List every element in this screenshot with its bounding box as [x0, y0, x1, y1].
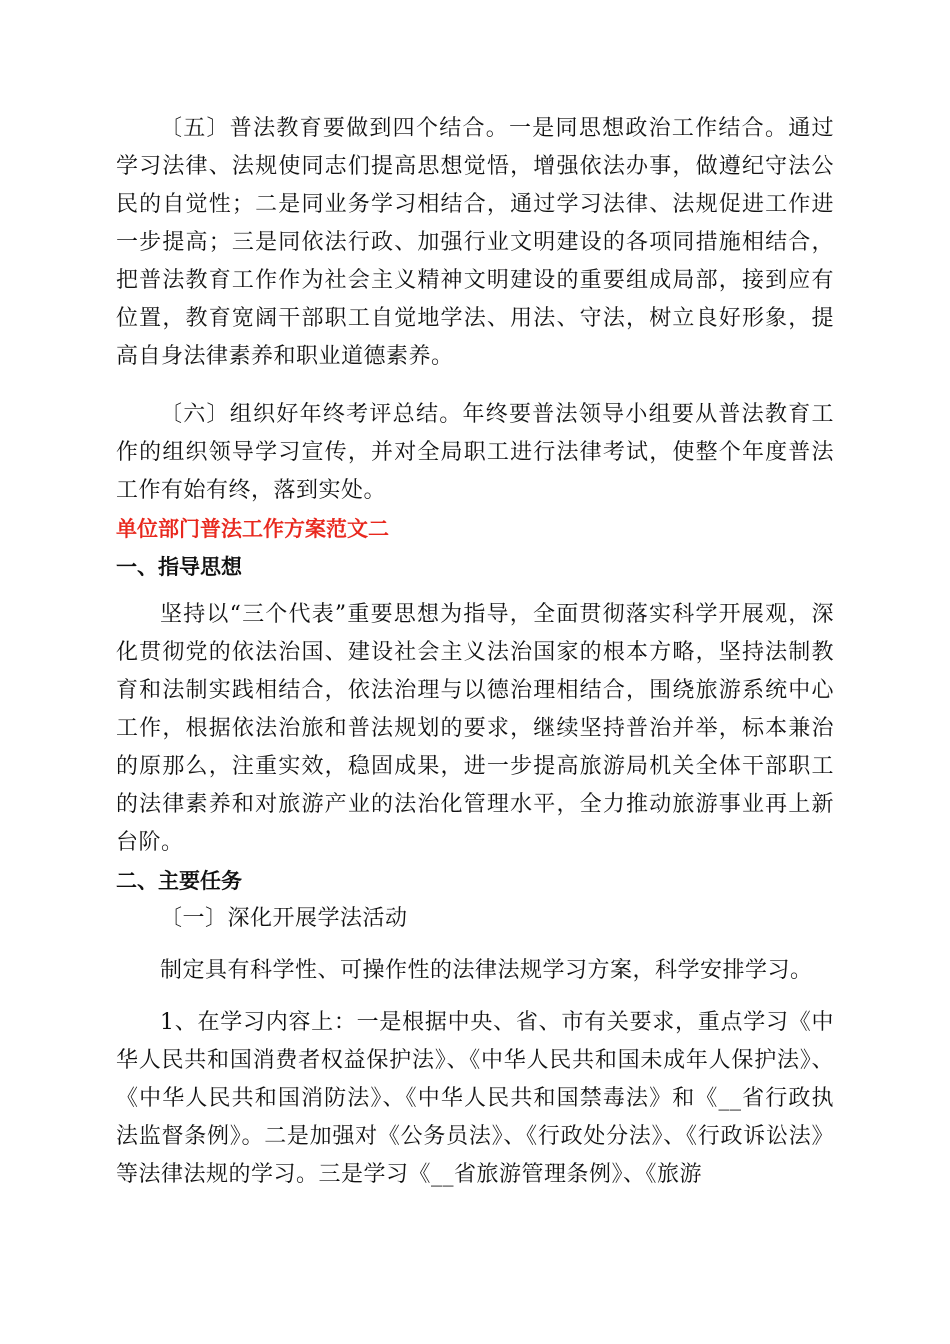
- section-title-two: 单位部门普法工作方案范文二: [116, 517, 389, 541]
- paragraph-five: 〔五〕普法教育要做到四个结合。一是同思想政治工作结合。通过学习法律、法规使同志们提高思想觉悟，增强依法办事，做遵纪守法公民的自觉性；二是同业务学习相结合，通过学习法律、法规促进工作进一步提高；三是同依法行政、加强行业文明建设的各项同措施相结合，把普法教育工作作为社会主义精神文明建设的重要组成局部，接到应有位置，教育宽阔干部职工自觉地学法、用法、守法，树立良好形象，提高自身法律素养和职业道德素养。: [116, 116, 834, 369]
- heading-guiding-thought: 一、指导思想: [116, 555, 242, 579]
- paragraph-study-content: 1、在学习内容上：一是根据中央、省、市有关要求，重点学习《中华人民共和国消费者权益保护法》、《中华人民共和国未成年人保护法》、《中华人民共和国消防法》、《中华人民共和国禁毒法》和《__省行政执法监督条例》。二是加强对《公务员法》、《行政处分法》、《行政诉讼法》等法律法规的学习。三是学习《__省旅游管理条例》、《旅游: [116, 1010, 834, 1187]
- heading-main-tasks: 二、主要任务: [116, 869, 242, 893]
- subheading-deepen-study: 〔一〕深化开展学法活动: [160, 906, 408, 931]
- paragraph-guiding-thought: 坚持以“三个代表”重要思想为指导，全面贯彻落实科学开展观，深化贯彻党的依法治国、建设社会主义法治国家的根本方略，坚持法制教育和法制实践相结合，依法治理与以德治理相结合，围绕旅游系统中心工作，根据依法治旅和普法规划的要求，继续坚持普治并举，标本兼治的原那么，注重实效，稳固成果，进一步提高旅游局机关全体干部职工的法律素养和对旅游产业的法治化管理水平，全力推动旅游事业再上新台阶。: [116, 602, 834, 855]
- paragraph-study-plan: 制定具有科学性、可操作性的法律法规学习方案，科学安排学习。: [160, 958, 813, 983]
- document-page: [116, 110, 834, 1194]
- paragraph-six: 〔六〕组织好年终考评总结。年终要普法领导小组要从普法教育工作的组织领导学习宣传，并对全局职工进行法律考试，使整个年度普法工作有始有终，落到实处。: [116, 402, 834, 503]
